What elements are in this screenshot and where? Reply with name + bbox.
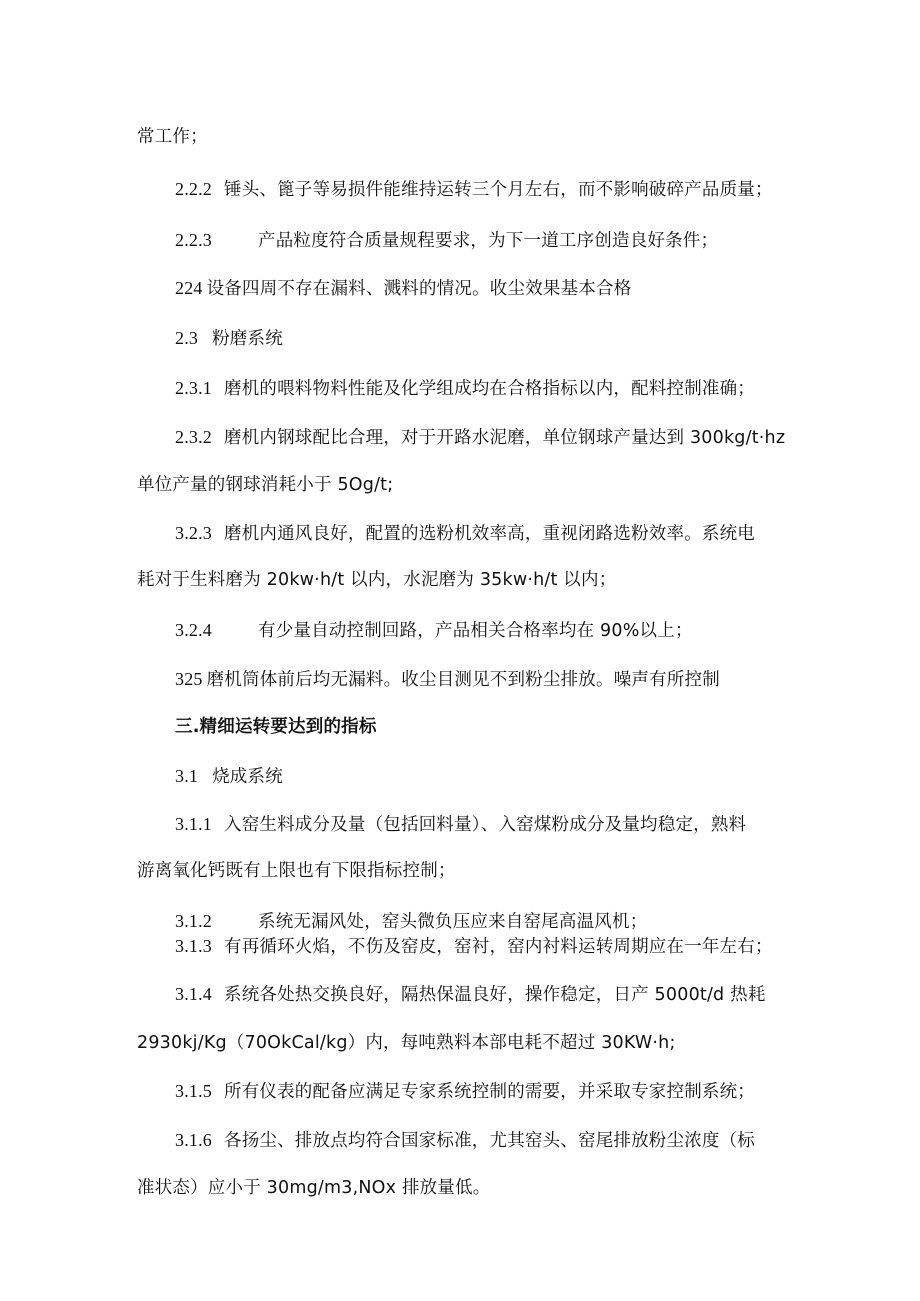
line-text: 有再循环火焰，不伤及窑皮，窑衬，窑内衬料运转周期应在一年左右； [224, 937, 773, 957]
line-text: 磨机筒体前后均无漏料。收尘目测见不到粉尘排放。噪声有所控制 [206, 670, 720, 690]
text-line [175, 935, 773, 958]
text-line [175, 1080, 755, 1103]
line-text: 烧成系统 [212, 767, 283, 787]
section-number: 3.1.5 [175, 1081, 212, 1101]
section-number: 3.1.4 [175, 984, 212, 1004]
text-line [175, 426, 785, 449]
line-text: 设备四周不存在漏料、溅料的情况。收尘效果基本合格 [206, 279, 632, 299]
text-line [175, 910, 647, 933]
text-line [175, 765, 283, 788]
section-number: 3.1.1 [175, 814, 212, 834]
section-number: 2.2.3 [175, 230, 212, 250]
line-text: 单位产量的钢球消耗小于 5Og/t; [137, 475, 394, 495]
line-text: 所有仪表的配备应满足专家系统控制的需要，并采取专家控制系统； [224, 1082, 755, 1102]
line-text: 粉磨系统 [212, 329, 283, 349]
line-text: 锤头、篦子等易损件能维持运转三个月左右，而不影响破碎产品质量； [224, 180, 773, 200]
section-number: 224 [175, 278, 203, 298]
line-text: 系统各处热交换良好，隔热保温良好，操作稳定，日产 5000t/d 热耗 [224, 985, 766, 1005]
line-text: 产品粒度符合质量规程要求，为下一道工序创造良好条件； [258, 231, 719, 251]
line-text: 耗对于生料磨为 20kw·h/t 以内，水泥磨为 35kw·h/t 以内； [137, 570, 617, 590]
line-text: 系统无漏风处，窑头微负压应来自窑尾高温风机； [258, 912, 648, 932]
heading-text: 三.精细运转要达到的指标 [175, 717, 377, 737]
text-line [175, 522, 755, 545]
section-number: 2.3.1 [175, 378, 212, 398]
text-line [175, 277, 631, 300]
line-text: 各扬尘、排放点均符合国家标准，尤其窑头、窑尾排放粉尘浓度（标 [224, 1131, 755, 1151]
text-line [175, 327, 283, 350]
section-number: 325 [175, 669, 203, 689]
text-line [175, 377, 755, 400]
section-number: 3.2.4 [175, 620, 212, 640]
section-number: 3.1.6 [175, 1130, 212, 1150]
text-line [175, 813, 746, 836]
text-line [175, 619, 693, 642]
section-number: 3.1.3 [175, 936, 212, 956]
section-number: 2.2.2 [175, 179, 212, 199]
text-line [175, 983, 766, 1006]
text-line [175, 178, 773, 201]
text-line [175, 1129, 755, 1152]
line-text: 入窑生料成分及量（包括回料量）、入窑煤粉成分及量均稳定，熟料 [224, 815, 747, 835]
text-line [137, 474, 393, 496]
section-number: 3.2.3 [175, 523, 212, 543]
text-line [137, 860, 456, 882]
section-number: 3.1 [175, 766, 199, 786]
line-text: 有少量自动控制回路，产品相关合格率均在 90%以上； [258, 621, 693, 641]
section-number: 2.3.2 [175, 427, 212, 447]
text-line [137, 569, 616, 591]
line-text: 磨机内钢球配比合理，对于开路水泥磨，单位钢球产量达到 300kg/t·hz [224, 428, 786, 448]
line-text: 常工作； [137, 127, 208, 147]
section-number: 2.3 [175, 328, 199, 348]
line-text: 准状态）应小于 30mg/m3,NOx 排放量低。 [137, 1178, 491, 1198]
line-text: 磨机的喂料物料性能及化学组成均在合格指标以内，配料控制准确； [224, 379, 755, 399]
text-line [137, 126, 208, 148]
text-line [175, 668, 720, 691]
section-heading [175, 716, 377, 738]
text-line [175, 229, 718, 252]
section-number: 3.1.2 [175, 911, 212, 931]
text-line [137, 1177, 490, 1199]
line-text: 2930kj/Kg（70OkCal/kg）内，每吨熟料本部电耗不超过 30KW·h; [137, 1033, 676, 1053]
line-text: 磨机内通风良好，配置的选粉机效率高，重视闭路选粉效率。系统电 [224, 524, 755, 544]
line-text: 游离氧化钙既有上限也有下限指标控制； [137, 861, 456, 881]
text-line [137, 1032, 676, 1054]
